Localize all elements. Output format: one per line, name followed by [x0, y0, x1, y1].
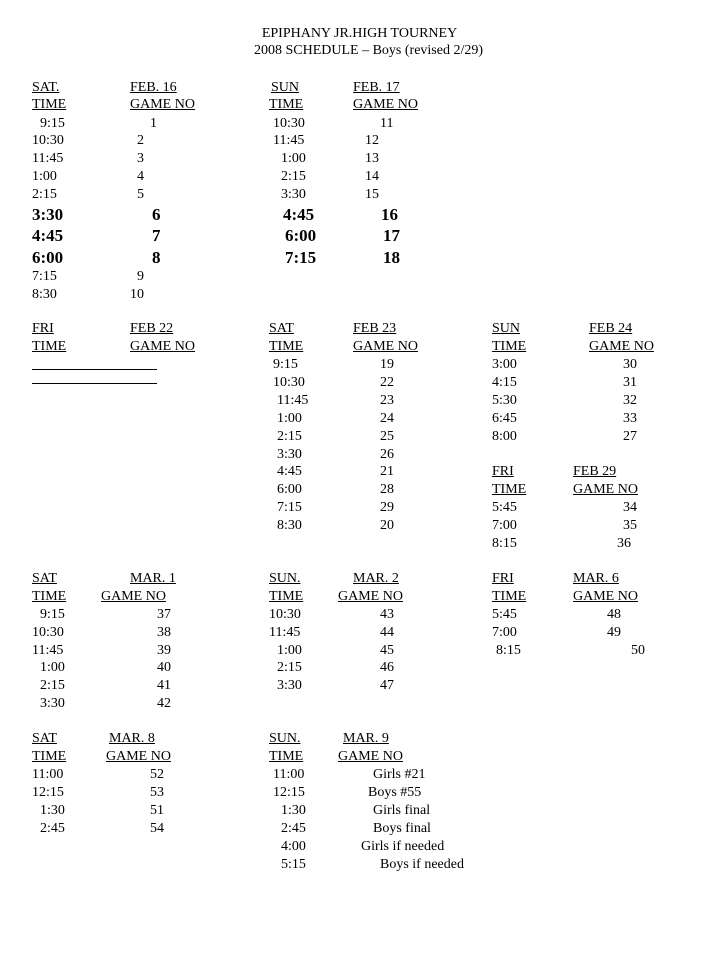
mar1-game: 37	[157, 607, 171, 622]
mar1-time: 1:00	[40, 660, 65, 675]
feb24-day: SUN	[492, 321, 521, 336]
mar9-time: 4:00	[281, 839, 306, 854]
feb16-game: 10	[130, 287, 144, 302]
feb16-time: 10:30	[32, 133, 64, 148]
feb17-game: 11	[380, 116, 394, 131]
feb23-time: 11:45	[277, 393, 309, 408]
feb16-time: 3:30	[32, 205, 64, 224]
feb16-time: 11:45	[32, 151, 64, 166]
feb23-game: 22	[380, 375, 394, 390]
mar9-time: 2:45	[281, 821, 306, 836]
feb24-time: 5:30	[492, 393, 517, 408]
feb16-time: 7:15	[32, 269, 57, 284]
mar8-time-header: TIME	[32, 749, 67, 764]
mar1-game: 38	[157, 625, 171, 640]
feb17-game: 15	[365, 187, 379, 202]
feb23-time: 7:15	[277, 500, 302, 515]
feb23-game: 28	[380, 482, 394, 497]
feb16-date: FEB. 16	[130, 80, 177, 95]
feb24-game: 30	[623, 357, 637, 372]
document-subtitle: 2008 SCHEDULE – Boys (revised 2/29)	[253, 43, 484, 58]
mar9-game: Boys if needed	[380, 857, 464, 872]
mar1-time: 10:30	[32, 625, 64, 640]
feb17-time: 4:45	[283, 205, 315, 224]
mar8-day: SAT	[32, 731, 57, 746]
mar1-time-header: TIME	[32, 589, 67, 604]
feb23-time-header: TIME	[269, 339, 304, 354]
mar1-game-header: GAME NO	[101, 589, 166, 604]
feb29-time: 8:15	[492, 536, 517, 551]
mar8-time: 11:00	[32, 767, 64, 782]
feb23-game: 23	[380, 393, 394, 408]
mar6-game: 50	[631, 643, 645, 658]
mar1-day: SAT	[32, 571, 57, 586]
feb16-game-header: GAME NO	[130, 97, 195, 112]
mar9-time: 12:15	[273, 785, 305, 800]
feb23-day: SAT	[269, 321, 294, 336]
feb16-time: 4:45	[32, 226, 64, 245]
mar9-date: MAR. 9	[343, 731, 389, 746]
mar9-time: 11:00	[273, 767, 305, 782]
feb17-time: 3:30	[281, 187, 306, 202]
feb23-game-header: GAME NO	[353, 339, 418, 354]
mar1-time: 9:15	[40, 607, 65, 622]
mar1-game: 41	[157, 678, 171, 693]
mar1-game: 39	[157, 643, 171, 658]
feb23-game: 19	[380, 357, 394, 372]
feb23-game: 21	[380, 464, 394, 479]
feb17-time: 2:15	[281, 169, 306, 184]
feb23-time: 10:30	[273, 375, 305, 390]
feb17-game-header: GAME NO	[353, 97, 418, 112]
feb24-time: 8:00	[492, 429, 517, 444]
mar6-time-header: TIME	[492, 589, 527, 604]
mar8-time: 1:30	[40, 803, 65, 818]
mar9-game: Boys #55	[368, 785, 422, 800]
mar9-time: 1:30	[281, 803, 306, 818]
feb16-game: 5	[137, 187, 144, 202]
mar2-time: 1:00	[277, 643, 302, 658]
feb29-game: 34	[623, 500, 637, 515]
mar1-time: 3:30	[40, 696, 65, 711]
feb17-game: 13	[365, 151, 379, 166]
mar2-date: MAR. 2	[353, 571, 399, 586]
mar1-time: 2:15	[40, 678, 65, 693]
feb16-game: 6	[152, 205, 161, 224]
feb16-game: 2	[137, 133, 144, 148]
mar2-game: 46	[380, 660, 394, 675]
feb17-time: 7:15	[285, 248, 317, 267]
mar6-game-header: GAME NO	[573, 589, 638, 604]
feb24-time: 4:15	[492, 375, 517, 390]
mar9-game: Girls if needed	[361, 839, 445, 854]
mar9-game-header: GAME NO	[338, 749, 403, 764]
feb23-time: 9:15	[273, 357, 298, 372]
mar9-time: 5:15	[281, 857, 306, 872]
mar6-game: 49	[607, 625, 621, 640]
feb23-game: 25	[380, 429, 394, 444]
feb16-game: 8	[152, 248, 161, 267]
feb29-game: 35	[623, 518, 637, 533]
feb17-game: 18	[383, 248, 400, 267]
feb16-time: 8:30	[32, 287, 57, 302]
feb24-time: 6:45	[492, 411, 517, 426]
feb16-game: 1	[150, 116, 157, 131]
feb24-time: 3:00	[492, 357, 517, 372]
document-title: EPIPHANY JR.HIGH TOURNEY	[261, 26, 458, 41]
mar8-time: 2:45	[40, 821, 65, 836]
mar6-day: FRI	[492, 571, 514, 586]
feb29-day: FRI	[492, 464, 514, 479]
feb23-game: 29	[380, 500, 394, 515]
feb17-time: 1:00	[281, 151, 306, 166]
feb16-game: 4	[137, 169, 144, 184]
feb17-game: 12	[365, 133, 379, 148]
mar2-game: 45	[380, 643, 394, 658]
mar8-game: 52	[150, 767, 164, 782]
feb24-game: 27	[623, 429, 637, 444]
feb17-day: SUN	[271, 80, 300, 95]
feb24-game: 33	[623, 411, 637, 426]
feb16-game: 7	[152, 226, 161, 245]
mar8-date: MAR. 8	[109, 731, 155, 746]
mar2-day: SUN.	[269, 571, 301, 586]
mar9-game: Boys final	[373, 821, 431, 836]
blank-line	[32, 383, 157, 384]
feb16-time: 2:15	[32, 187, 57, 202]
feb24-date: FEB 24	[589, 321, 633, 336]
feb22-day: FRI	[32, 321, 54, 336]
mar8-game-header: GAME NO	[106, 749, 171, 764]
feb16-time: 6:00	[32, 248, 64, 267]
mar2-time: 10:30	[269, 607, 301, 622]
feb16-day: SAT.	[32, 80, 60, 95]
feb23-time: 2:15	[277, 429, 302, 444]
feb16-time: 1:00	[32, 169, 57, 184]
mar2-time: 3:30	[277, 678, 302, 693]
feb23-time: 8:30	[277, 518, 302, 533]
feb29-time-header: TIME	[492, 482, 527, 497]
feb23-time: 3:30	[277, 447, 302, 462]
mar9-time-header: TIME	[269, 749, 304, 764]
feb17-time: 11:45	[273, 133, 305, 148]
mar2-time: 2:15	[277, 660, 302, 675]
mar2-game: 47	[380, 678, 394, 693]
mar6-date: MAR. 6	[573, 571, 619, 586]
feb16-time-header: TIME	[32, 97, 67, 112]
mar2-time: 11:45	[269, 625, 301, 640]
feb29-date: FEB 29	[573, 464, 617, 479]
feb16-game: 3	[137, 151, 144, 166]
mar6-time: 8:15	[496, 643, 521, 658]
mar2-game: 44	[380, 625, 394, 640]
feb29-game: 36	[617, 536, 631, 551]
feb24-game-header: GAME NO	[589, 339, 654, 354]
mar6-time: 5:45	[492, 607, 517, 622]
mar9-game: Girls #21	[373, 767, 426, 782]
feb24-time-header: TIME	[492, 339, 527, 354]
feb23-time: 6:00	[277, 482, 302, 497]
feb16-time: 9:15	[40, 116, 65, 131]
mar8-time: 12:15	[32, 785, 64, 800]
feb24-game: 31	[623, 375, 637, 390]
mar6-game: 48	[607, 607, 621, 622]
mar6-time: 7:00	[492, 625, 517, 640]
feb23-game: 24	[380, 411, 394, 426]
feb23-time: 1:00	[277, 411, 302, 426]
mar2-time-header: TIME	[269, 589, 304, 604]
feb29-time: 7:00	[492, 518, 517, 533]
mar1-game: 40	[157, 660, 171, 675]
feb23-date: FEB 23	[353, 321, 397, 336]
mar1-date: MAR. 1	[130, 571, 176, 586]
feb29-time: 5:45	[492, 500, 517, 515]
mar8-game: 53	[150, 785, 164, 800]
mar1-time: 11:45	[32, 643, 64, 658]
feb22-time-header: TIME	[32, 339, 67, 354]
feb23-game: 20	[380, 518, 394, 533]
feb17-date: FEB. 17	[353, 80, 400, 95]
mar2-game: 43	[380, 607, 394, 622]
mar9-game: Girls final	[373, 803, 431, 818]
feb17-time-header: TIME	[269, 97, 304, 112]
mar8-game: 54	[150, 821, 164, 836]
feb17-game: 17	[383, 226, 400, 245]
feb17-time: 10:30	[273, 116, 305, 131]
blank-line	[32, 369, 157, 370]
mar2-game-header: GAME NO	[338, 589, 403, 604]
feb23-game: 26	[380, 447, 394, 462]
feb22-date: FEB 22	[130, 321, 174, 336]
feb17-game: 14	[365, 169, 379, 184]
feb16-game: 9	[137, 269, 144, 284]
feb17-time: 6:00	[285, 226, 317, 245]
feb29-game-header: GAME NO	[573, 482, 638, 497]
mar1-game: 42	[157, 696, 171, 711]
feb24-game: 32	[623, 393, 637, 408]
feb23-time: 4:45	[277, 464, 302, 479]
mar9-day: SUN.	[269, 731, 301, 746]
feb17-game: 16	[381, 205, 398, 224]
mar8-game: 51	[150, 803, 164, 818]
feb22-game-header: GAME NO	[130, 339, 195, 354]
